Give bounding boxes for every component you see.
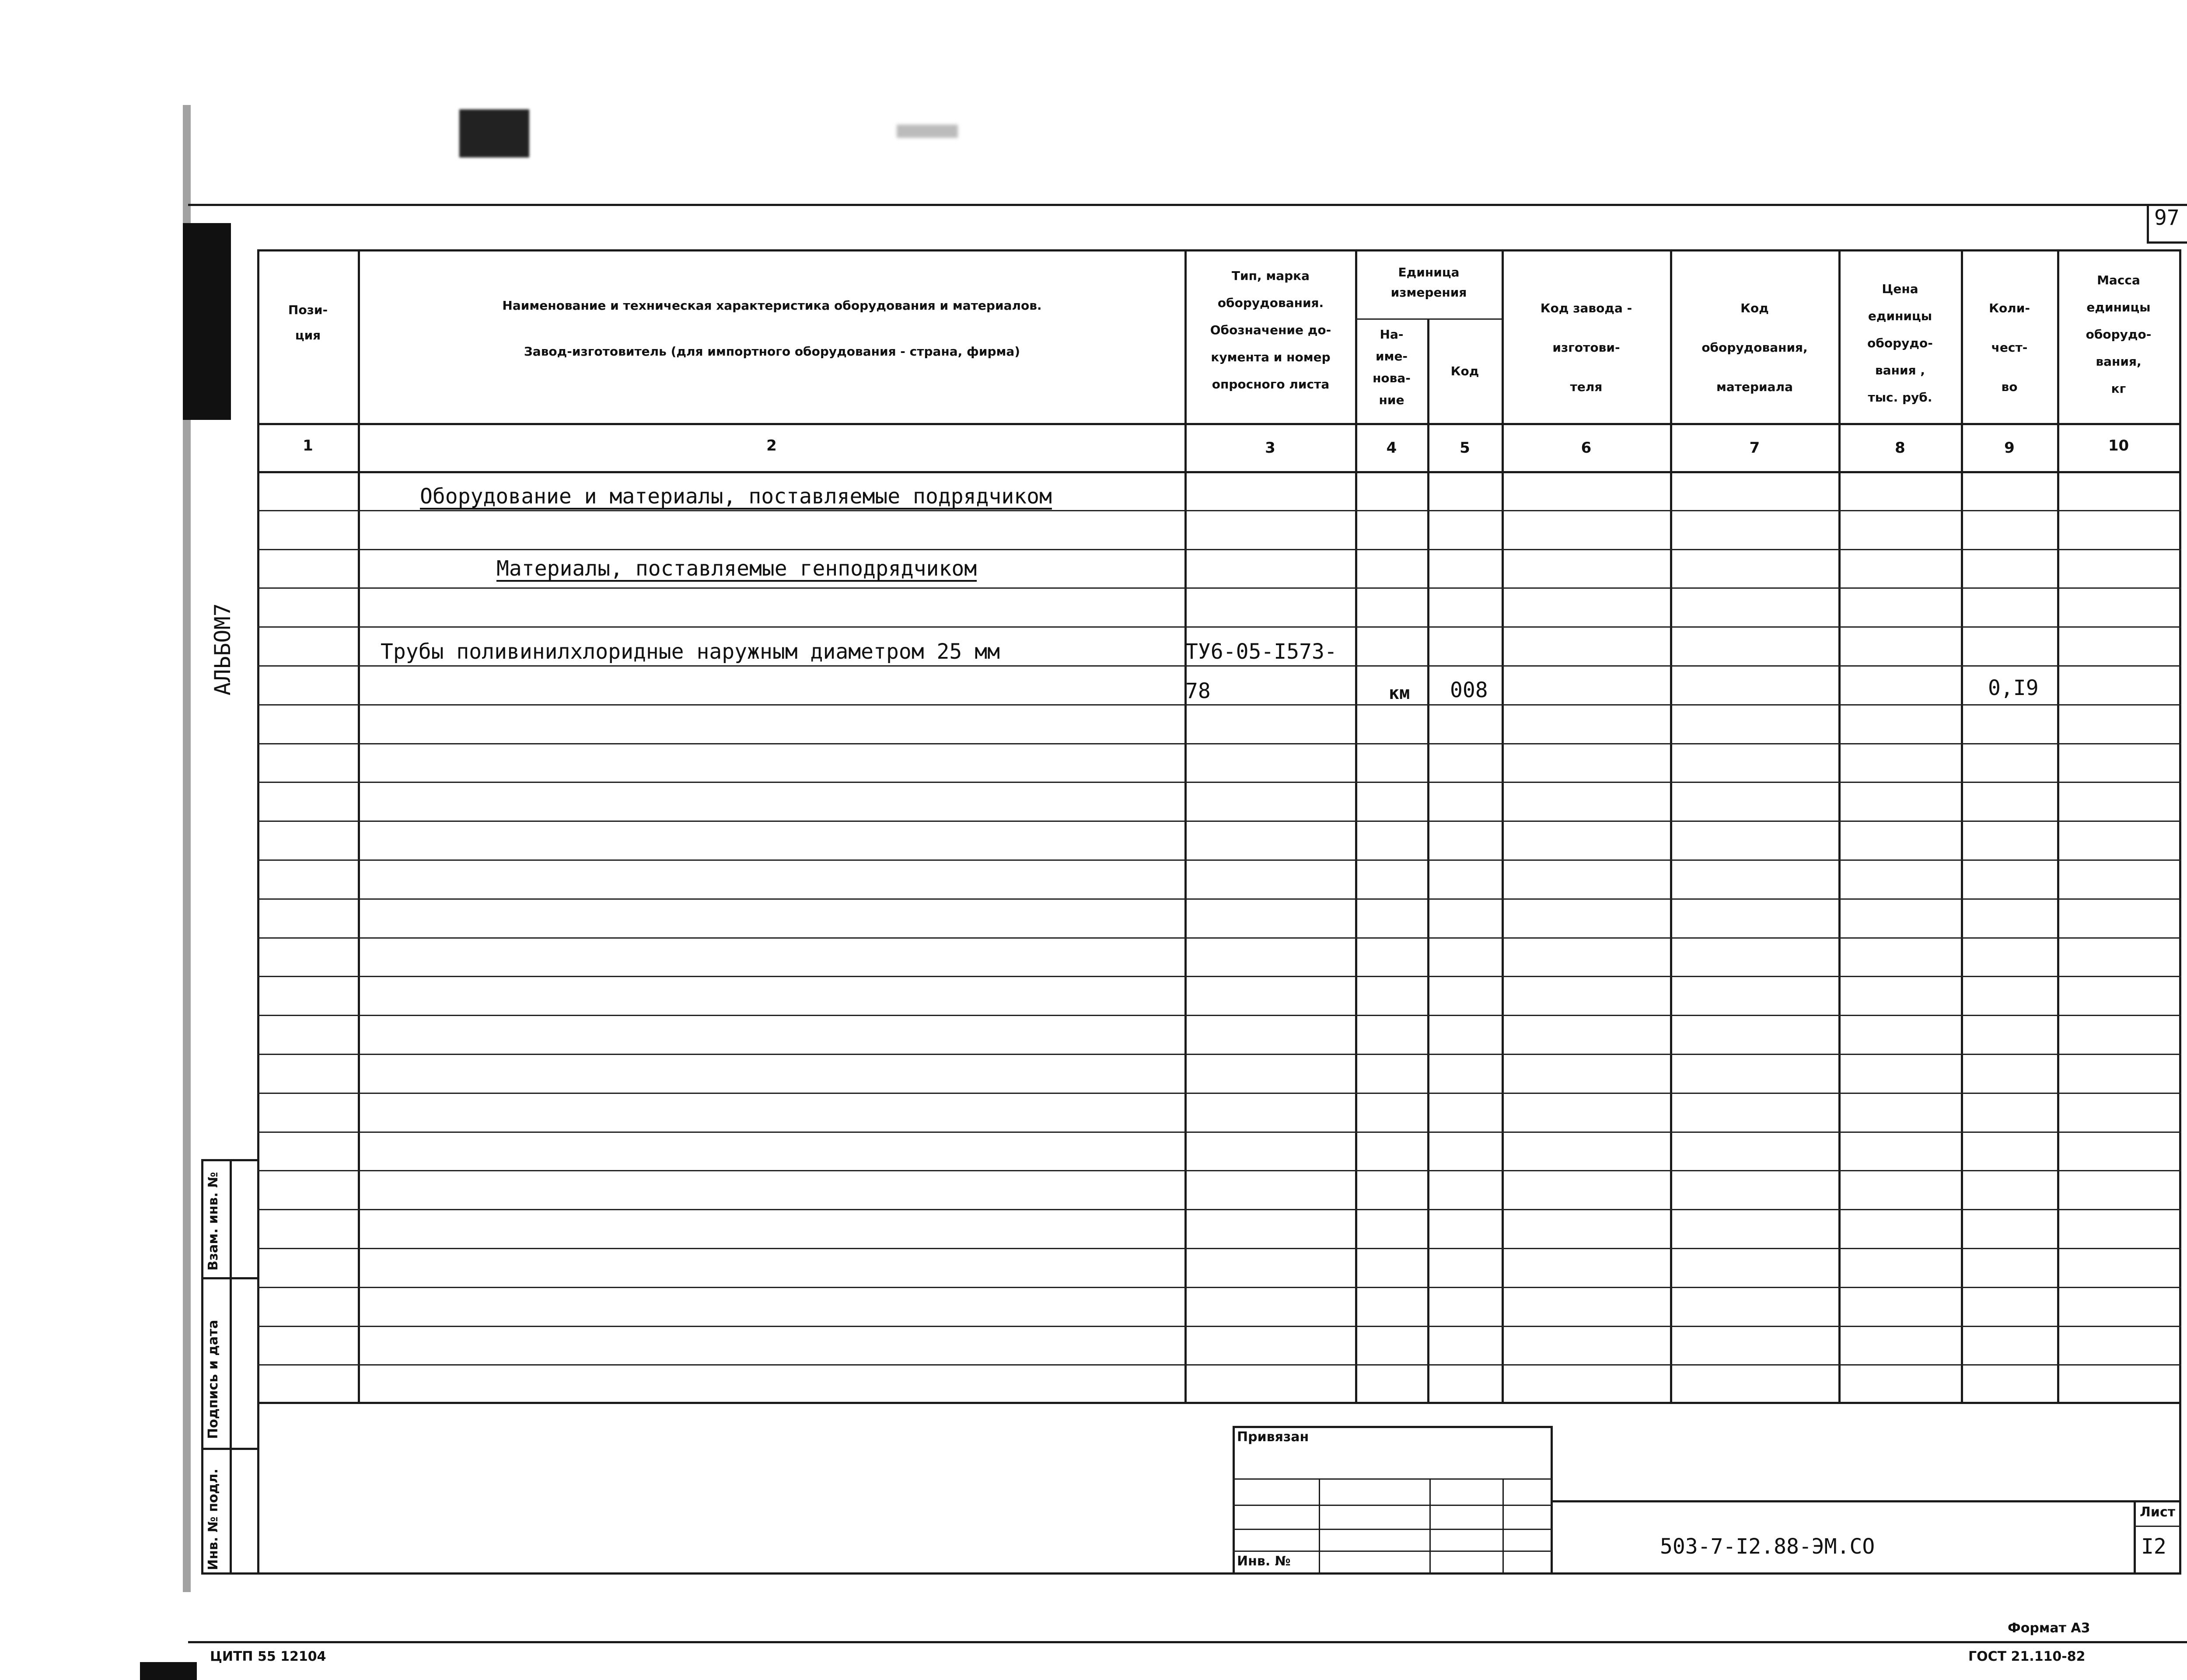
colnum-9: 9 bbox=[2004, 439, 2015, 457]
col9-header: Коли- чест- во bbox=[1989, 301, 2030, 394]
col3-header: Тип, марка оборудования. Обозначение до- кумента и номер опросного листа bbox=[1210, 269, 1331, 391]
table-row-line bbox=[257, 704, 2181, 706]
colnum-2: 2 bbox=[766, 437, 777, 454]
table-row-line bbox=[257, 1209, 2181, 1210]
table-row-line bbox=[257, 898, 2181, 900]
colnum-4: 4 bbox=[1386, 439, 1397, 457]
table-row-line bbox=[257, 1326, 2181, 1327]
scan-smudge bbox=[459, 109, 529, 157]
frame-top bbox=[188, 204, 2187, 206]
item-unit: км bbox=[1389, 683, 1410, 703]
item-quantity: 0,I9 bbox=[1988, 676, 2039, 700]
table-row-line bbox=[257, 665, 2181, 667]
colnum-1: 1 bbox=[303, 437, 313, 454]
table-left bbox=[257, 249, 259, 1404]
album-label: АЛЬБОМ7 bbox=[210, 603, 235, 695]
inv-no-label: Инв. № bbox=[1237, 1554, 1291, 1569]
table-row-line bbox=[257, 937, 2181, 939]
table-row-line bbox=[257, 743, 2181, 744]
col8-header: Цена единицы оборудо- вания , тыс. руб. bbox=[1867, 282, 1933, 405]
stamp-inv-podl: Инв. № подл. bbox=[206, 1468, 221, 1570]
scan-corner bbox=[140, 1662, 197, 1680]
colnum-6: 6 bbox=[1581, 439, 1592, 457]
col5-header: Код bbox=[1450, 364, 1479, 378]
scan-smudge bbox=[897, 125, 958, 138]
frame-bottom bbox=[188, 1641, 2187, 1643]
colnum-7: 7 bbox=[1749, 439, 1760, 457]
table-row-line bbox=[257, 821, 2181, 822]
section-title-contractor: Оборудование и материалы, поставляемые подрядчиком bbox=[420, 484, 1052, 509]
item-name: Трубы поливинилхлоридные наружным диаметром 25 мм bbox=[381, 639, 1000, 664]
document-code: 503-7-I2.88-ЭМ.СО bbox=[1660, 1534, 1875, 1559]
table-row-line bbox=[257, 1054, 2181, 1055]
scan-black-block bbox=[183, 223, 231, 420]
table-row-line bbox=[257, 976, 2181, 977]
table-top bbox=[257, 249, 2181, 251]
gost-code: ГОСТ 21.110-82 bbox=[1968, 1649, 2086, 1664]
list-value: I2 bbox=[2141, 1534, 2166, 1559]
table-row-line bbox=[257, 1248, 2181, 1249]
col1-header: Пози- ция bbox=[288, 303, 328, 342]
table-row-line bbox=[257, 1170, 2181, 1171]
colnum-bottom bbox=[257, 471, 2181, 473]
table-row-line bbox=[257, 510, 2181, 511]
col2-header-line2: Завод-изготовитель (для импортного оборудования - страна, фирма) bbox=[524, 344, 1020, 359]
item-type-line1: ТУ6-05-I573- bbox=[1185, 639, 1337, 664]
item-type-line2: 78 bbox=[1185, 679, 1211, 703]
stamp-podpis-data: Подпись и дата bbox=[206, 1320, 221, 1439]
col6-header: Код завода - изготови- теля bbox=[1540, 301, 1632, 394]
table-row-line bbox=[257, 1287, 2181, 1288]
colnum-8: 8 bbox=[1895, 439, 1905, 457]
table-row-line bbox=[257, 1364, 2181, 1366]
header-bottom bbox=[257, 423, 2181, 425]
item-code: 008 bbox=[1450, 678, 1488, 702]
sheet-number-top: 97 bbox=[2154, 206, 2180, 230]
list-label: Лист bbox=[2140, 1505, 2176, 1520]
unit-group-header: Единица измерения bbox=[1390, 265, 1467, 300]
format-label: Формат А3 bbox=[2008, 1621, 2090, 1636]
colnum-5: 5 bbox=[1460, 439, 1470, 457]
table-row-line bbox=[257, 1132, 2181, 1133]
table-row-line bbox=[257, 587, 2181, 589]
table-row-line bbox=[257, 859, 2181, 861]
col4-header: На- име- нова- ние bbox=[1373, 327, 1411, 407]
table-row-line bbox=[257, 549, 2181, 550]
stamp-vzam-inv: Взам. инв. № bbox=[206, 1172, 221, 1271]
table-rows-bottom bbox=[257, 1402, 2181, 1404]
table-row-line bbox=[257, 626, 2181, 628]
col7-header: Код оборудования, материала bbox=[1701, 301, 1808, 394]
table-right bbox=[2179, 249, 2181, 1404]
cipt-code: ЦИТП 55 12104 bbox=[210, 1649, 326, 1664]
colnum-3: 3 bbox=[1265, 439, 1275, 457]
privyazan-label: Привязан bbox=[1237, 1429, 1309, 1445]
col2-header-line1: Наименование и техническая характеристика оборудования и материалов. bbox=[502, 298, 1042, 313]
table-row-line bbox=[257, 1093, 2181, 1094]
table-row-line bbox=[257, 1015, 2181, 1016]
section-title-general-contractor: Материалы, поставляемые генподрядчиком bbox=[496, 556, 977, 581]
table-row-line bbox=[257, 782, 2181, 783]
colnum-10: 10 bbox=[2108, 437, 2129, 454]
col10-header: Масса единицы оборудо- вания, кг bbox=[2086, 273, 2152, 396]
